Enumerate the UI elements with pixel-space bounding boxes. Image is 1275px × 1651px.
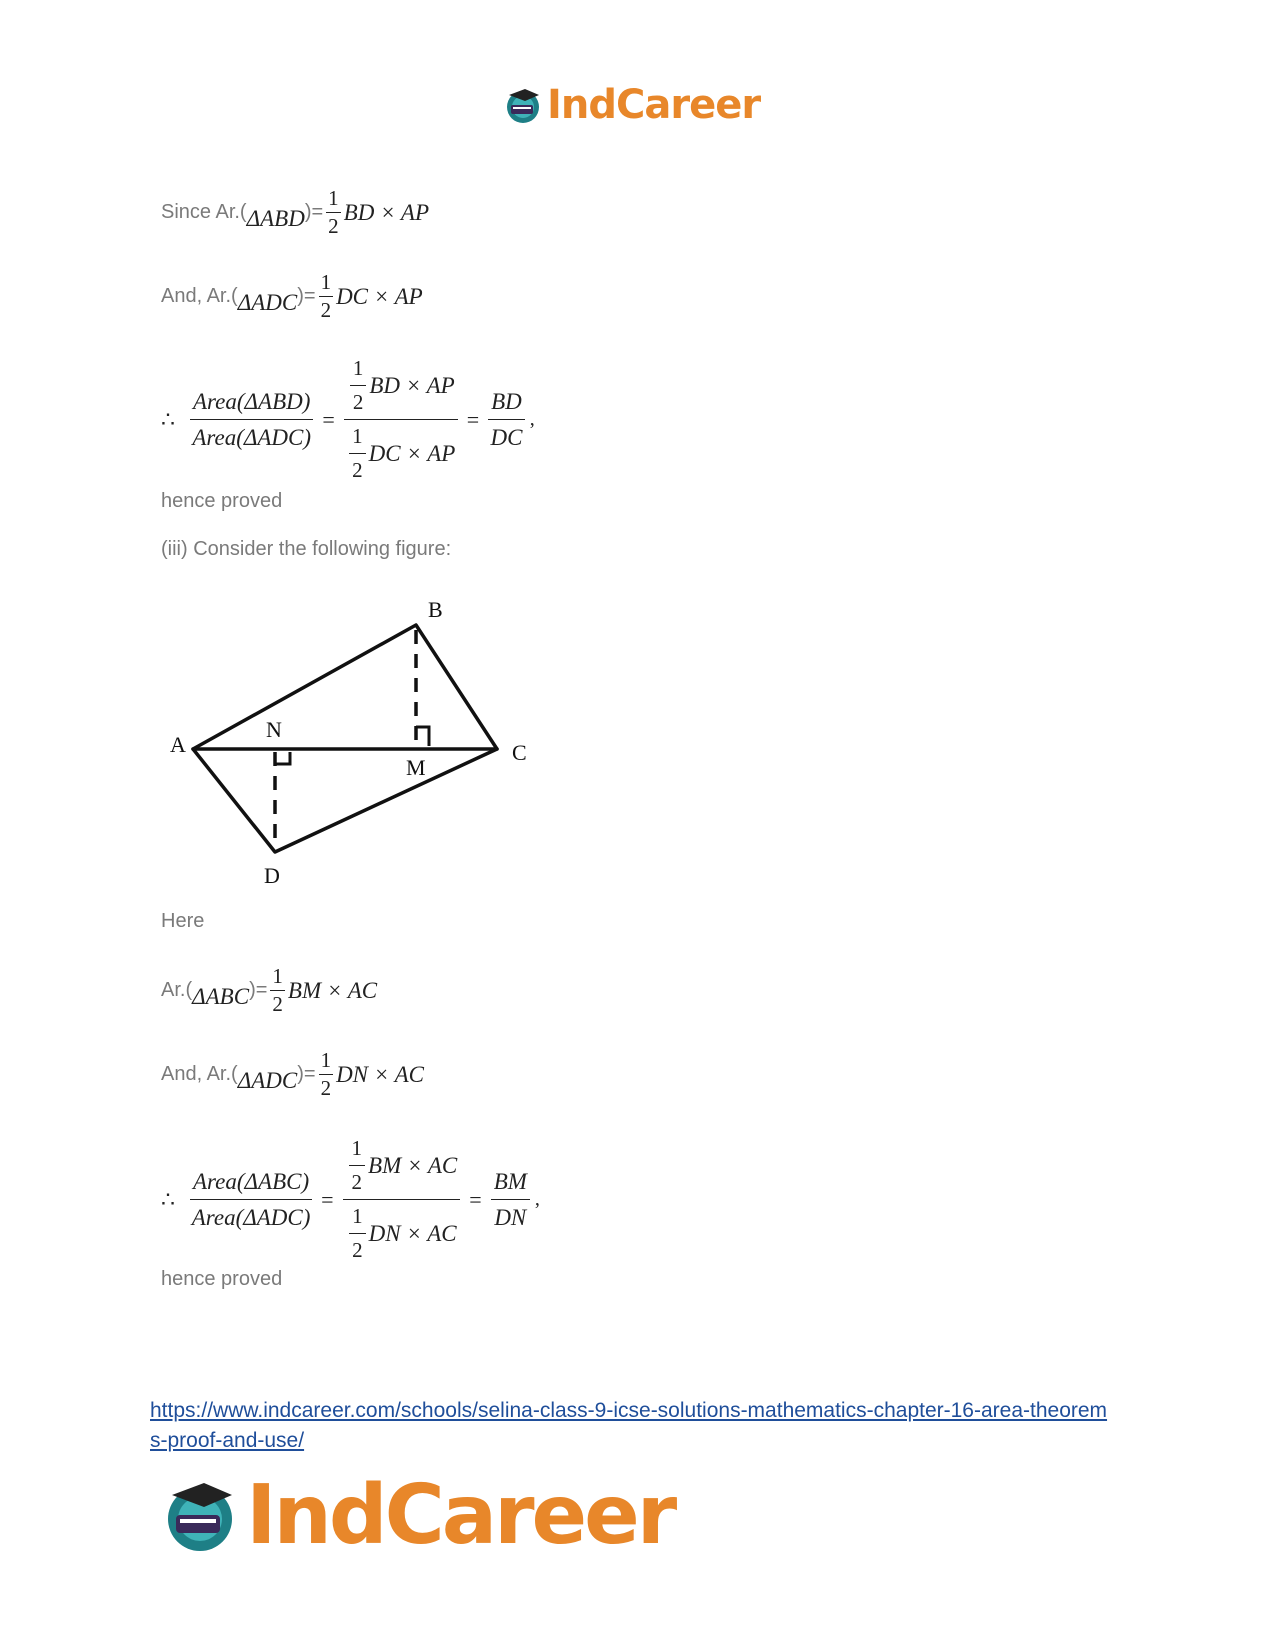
half-fraction: $\frac{1}{2}$ (320, 1048, 332, 1100)
triangle-label: ΔABC (192, 983, 250, 1009)
text-prefix: And, Ar.( (161, 285, 238, 307)
label-a: A (170, 732, 186, 757)
triangle-label: ΔABD (246, 205, 305, 231)
expanded-ratio-fraction: $\frac{1}{2}$ BM × AC $\frac{1}{2}$ DN × AC (343, 1138, 461, 1261)
area-adc-line-2 (161, 1050, 424, 1099)
text-equals: )= (297, 285, 316, 307)
expanded-ratio-fraction: $\frac{1}{2}$ BD × AP $\frac{1}{2}$ DC × AP (344, 358, 458, 481)
quadrilateral-figure (160, 590, 560, 910)
text-prefix: Ar.( (161, 979, 193, 1001)
therefore-symbol: ∴ (161, 406, 175, 432)
area-abd-line (161, 188, 429, 237)
text-equals: )= (249, 979, 268, 1001)
math-expression: DN × AC (336, 1061, 425, 1087)
text-prefix: Since Ar.( (161, 201, 247, 223)
conclusion-text-1: hence proved (161, 490, 283, 512)
here-text: Here (161, 910, 205, 932)
quadrilateral-outline (193, 625, 497, 852)
result-fraction: $\frac{BD}{DC}$ (488, 390, 525, 449)
math-expression: BM × AC (287, 977, 378, 1003)
half-fraction: $\frac{1}{2}$ (272, 964, 283, 1016)
area-abc-line (161, 966, 377, 1015)
header-logo[interactable] (503, 80, 760, 130)
logo-wordmark: IndCareer (246, 1467, 675, 1563)
triangle-label: ΔADC (237, 289, 298, 315)
therefore-symbol: ∴ (161, 1186, 175, 1212)
area-adc-line (161, 272, 423, 321)
footer-logo[interactable] (160, 1467, 675, 1563)
source-url-link[interactable]: https://www.indcareer.com/schools/selina-class-9-icse-solutions-mathematics-chapter-16-area-theorems-proof-and-use/ (150, 1399, 1108, 1452)
right-angle-n (275, 752, 290, 764)
label-n: N (266, 717, 282, 742)
text-equals: )= (304, 201, 324, 223)
graduation-globe-icon (503, 85, 543, 125)
triangle-label: ΔADC (237, 1067, 298, 1093)
ratio-equation-2: ∴ $\frac{\text{Area(ΔABC)}}{\text{Area(ΔADC)}}$ = $\frac{1}{2}$ BM × AC $\frac{1}{2}$ DN × AC = $\frac{BM}{DN}$ , (161, 1136, 540, 1262)
label-d: D (264, 863, 280, 888)
conclusion-text-2: hence proved (161, 1268, 283, 1290)
area-ratio-fraction: $\frac{\text{Area(ΔABD)}}{\text{Area(ΔADC)}}$ (190, 390, 313, 449)
half-fraction: $\frac{1}{2}$ (320, 270, 332, 322)
label-c: C (512, 740, 527, 765)
label-m: M (406, 755, 426, 780)
text-prefix: And, Ar.( (161, 1063, 238, 1085)
label-b: B (428, 597, 443, 622)
half-fraction: $\frac{1}{2}$ (328, 186, 339, 238)
logo-wordmark: IndCareer (547, 82, 761, 128)
math-expression: DC × AP (336, 283, 423, 309)
right-angle-m (416, 727, 429, 746)
math-expression: BD × AP (343, 199, 430, 225)
text-equals: )= (297, 1063, 316, 1085)
part3-heading: (iii) Consider the following figure: (161, 538, 452, 560)
graduation-globe-icon (160, 1475, 240, 1555)
ratio-equation-1: ∴ $\frac{\text{Area(ΔABD)}}{\text{Area(ΔADC)}}$ = $\frac{1}{2}$ BD × AP $\frac{1}{2}$ DC × AP = $\frac{BD}{DC}$ , (161, 356, 535, 482)
result-fraction: $\frac{BM}{DN}$ (491, 1170, 530, 1229)
area-ratio-fraction: $\frac{\text{Area(ΔABC)}}{\text{Area(ΔADC)}}$ (191, 1169, 311, 1230)
